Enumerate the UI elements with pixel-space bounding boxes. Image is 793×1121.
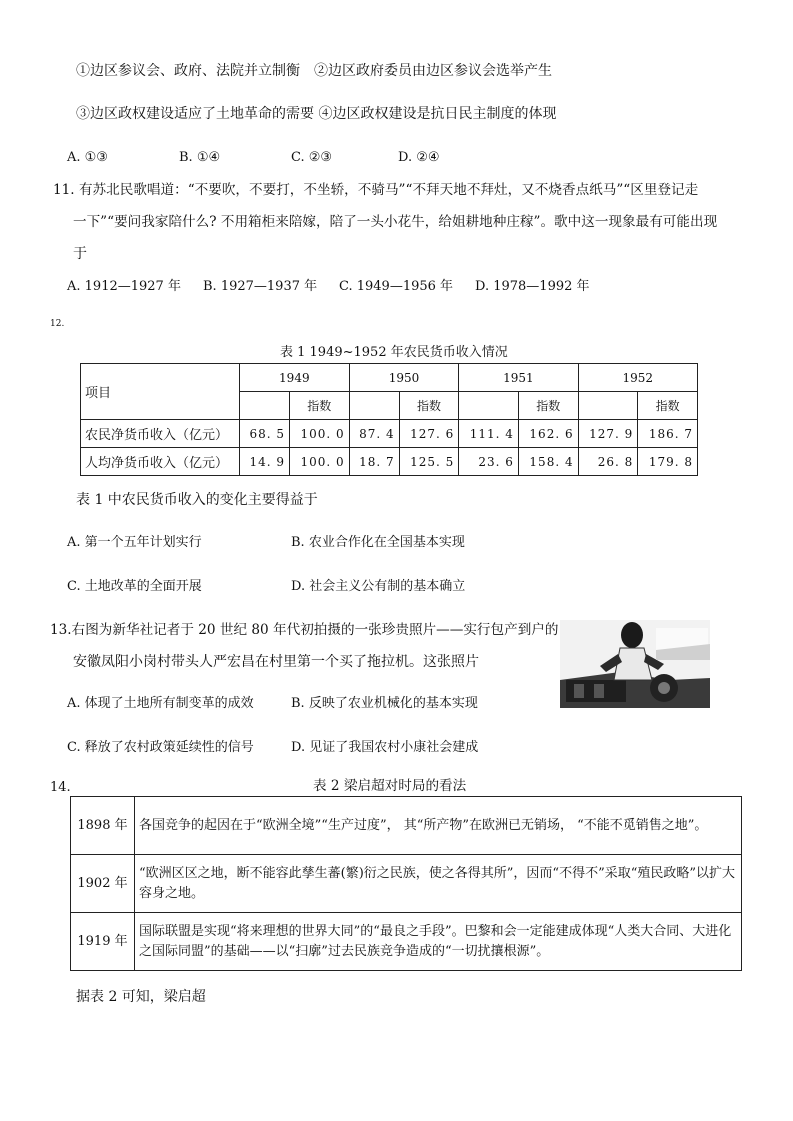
table-row [71, 913, 742, 971]
q12-option-d: D. 社会主义公有制的基本确立 [291, 579, 466, 594]
table1-cell: 100. 0 [289, 448, 349, 476]
table1-cell: 111. 4 [459, 420, 519, 448]
table2-text: 国际联盟是实现“将来理想的世界大同”的“最良之手段”。巴黎和会一定能建成体现“人类大合同、大进化之国际同盟”的基础——以“扫廓”过去民族竞争造成的“一切扰攘根源”。 [135, 913, 742, 971]
tractor-photo [560, 620, 710, 708]
table1-empty-cell [578, 392, 638, 420]
q10-option-a: A. ①③ [67, 150, 108, 165]
table1-row-label: 农民净货币收入（亿元） [81, 420, 240, 448]
q12-number: 12. [50, 319, 65, 329]
table1-cell: 186. 7 [638, 420, 698, 448]
table-row [71, 855, 742, 913]
q12-option-b: B. 农业合作化在全国基本实现 [291, 535, 465, 550]
table1-row-label: 人均净货币收入（亿元） [81, 448, 240, 476]
q13-stem-line-1: 13.右图为新华社记者于 20 世纪 80 年代初拍摄的一张珍贵照片——实行包产到户的 [50, 622, 559, 638]
q13-option-d: D. 见证了我国农村小康社会建成 [291, 740, 479, 755]
table1-index-header: 指数 [638, 392, 698, 420]
table2-year: 1919 年 [71, 913, 135, 971]
q11-option-a: A. 1912—1927 年 [67, 279, 181, 294]
table1-index-header: 指数 [399, 392, 459, 420]
table2-title: 表 2 梁启超对时局的看法 [313, 778, 467, 794]
q14-stem: 据表 2 可知，梁启超 [76, 989, 206, 1005]
table1-empty-cell [459, 392, 519, 420]
table1-index-header: 指数 [289, 392, 349, 420]
table1-title: 表 1 1949~1952 年农民货币收入情况 [280, 345, 508, 360]
q14-number: 14. [50, 780, 71, 795]
q12-option-a: A. 第一个五年计划实行 [67, 535, 202, 550]
q13-option-b: B. 反映了农业机械化的基本实现 [291, 696, 478, 711]
q12-option-c: C. 土地改革的全面开展 [67, 579, 202, 594]
table1-cell: 100. 0 [289, 420, 349, 448]
q13-option-c: C. 释放了农村政策延续性的信号 [67, 740, 254, 755]
table1 [80, 363, 698, 476]
table1-cell: 87. 4 [349, 420, 399, 448]
q10-option-d: D. ②④ [398, 150, 440, 165]
q10-option-b: B. ①④ [179, 150, 221, 165]
table1-year-1951: 1951 [459, 364, 578, 392]
q10-statement-line-2: ③边区政权建设适应了土地革命的需要 ④边区政权建设是抗日民主制度的体现 [76, 106, 557, 122]
table1-year-1952: 1952 [578, 364, 697, 392]
table1-cell: 158. 4 [518, 448, 578, 476]
table1-cell: 18. 7 [349, 448, 399, 476]
table2-text: 各国竞争的起因在于“欧洲全境”“生产过度”， 其“所产物”在欧洲已无销场， “不能不觅销售之地”。 [135, 797, 742, 855]
table1-cell: 179. 8 [638, 448, 698, 476]
table2-year: 1902 年 [71, 855, 135, 913]
q11-option-b: B. 1927—1937 年 [203, 279, 318, 294]
table2 [70, 796, 742, 971]
table2-text: “欧洲区区之地，断不能容此孳生蕃(繁)衍之民族，使之各得其所”，因而“不得不”采取“殖民政略”以扩大容身之地。 [135, 855, 742, 913]
table1-empty-cell [349, 392, 399, 420]
table1-cell: 162. 6 [518, 420, 578, 448]
table1-index-header: 指数 [518, 392, 578, 420]
table1-cell: 14. 9 [240, 448, 290, 476]
q11-stem-line-2: 一下”“要问我家陪什么? 不用箱柜来陪嫁，陪了一头小花牛，给姐耕地种庄稼”。歌中这一现象最有可能出现 [73, 214, 718, 230]
table1-cell: 26. 8 [578, 448, 638, 476]
q11-stem-line-1: 11. 有苏北民歌唱道：“不要吹，不要打，不坐轿，不骑马”“不拜天地不拜灶，又不烧香点纸马”“区里登记走 [53, 182, 699, 198]
table1-year-1949: 1949 [240, 364, 350, 392]
table1-cell: 68. 5 [240, 420, 290, 448]
q11-option-c: C. 1949—1956 年 [339, 279, 454, 294]
q10-statement-line-1: ①边区参议会、政府、法院并立制衡 ②边区政府委员由边区参议会选举产生 [76, 63, 552, 79]
q11-stem-line-3: 于 [73, 246, 87, 262]
table-row [71, 797, 742, 855]
table1-empty-cell [240, 392, 290, 420]
q13-option-a: A. 体现了土地所有制变革的成效 [67, 696, 254, 711]
q10-option-c: C. ②③ [291, 150, 333, 165]
table1-cell: 127. 9 [578, 420, 638, 448]
table1-cell: 127. 6 [399, 420, 459, 448]
table-row [81, 448, 698, 476]
table1-year-1950: 1950 [349, 364, 459, 392]
table1-cell: 23. 6 [459, 448, 519, 476]
q13-stem-line-2: 安徽凤阳小岗村带头人严宏昌在村里第一个买了拖拉机。这张照片 [73, 654, 479, 670]
tractor-photo-image [560, 620, 710, 708]
table1-item-header: 项目 [81, 364, 240, 420]
q11-option-d: D. 1978—1992 年 [475, 279, 590, 294]
table1-cell: 125. 5 [399, 448, 459, 476]
table2-year: 1898 年 [71, 797, 135, 855]
q12-stem: 表 1 中农民货币收入的变化主要得益于 [76, 492, 318, 508]
table-row [81, 420, 698, 448]
